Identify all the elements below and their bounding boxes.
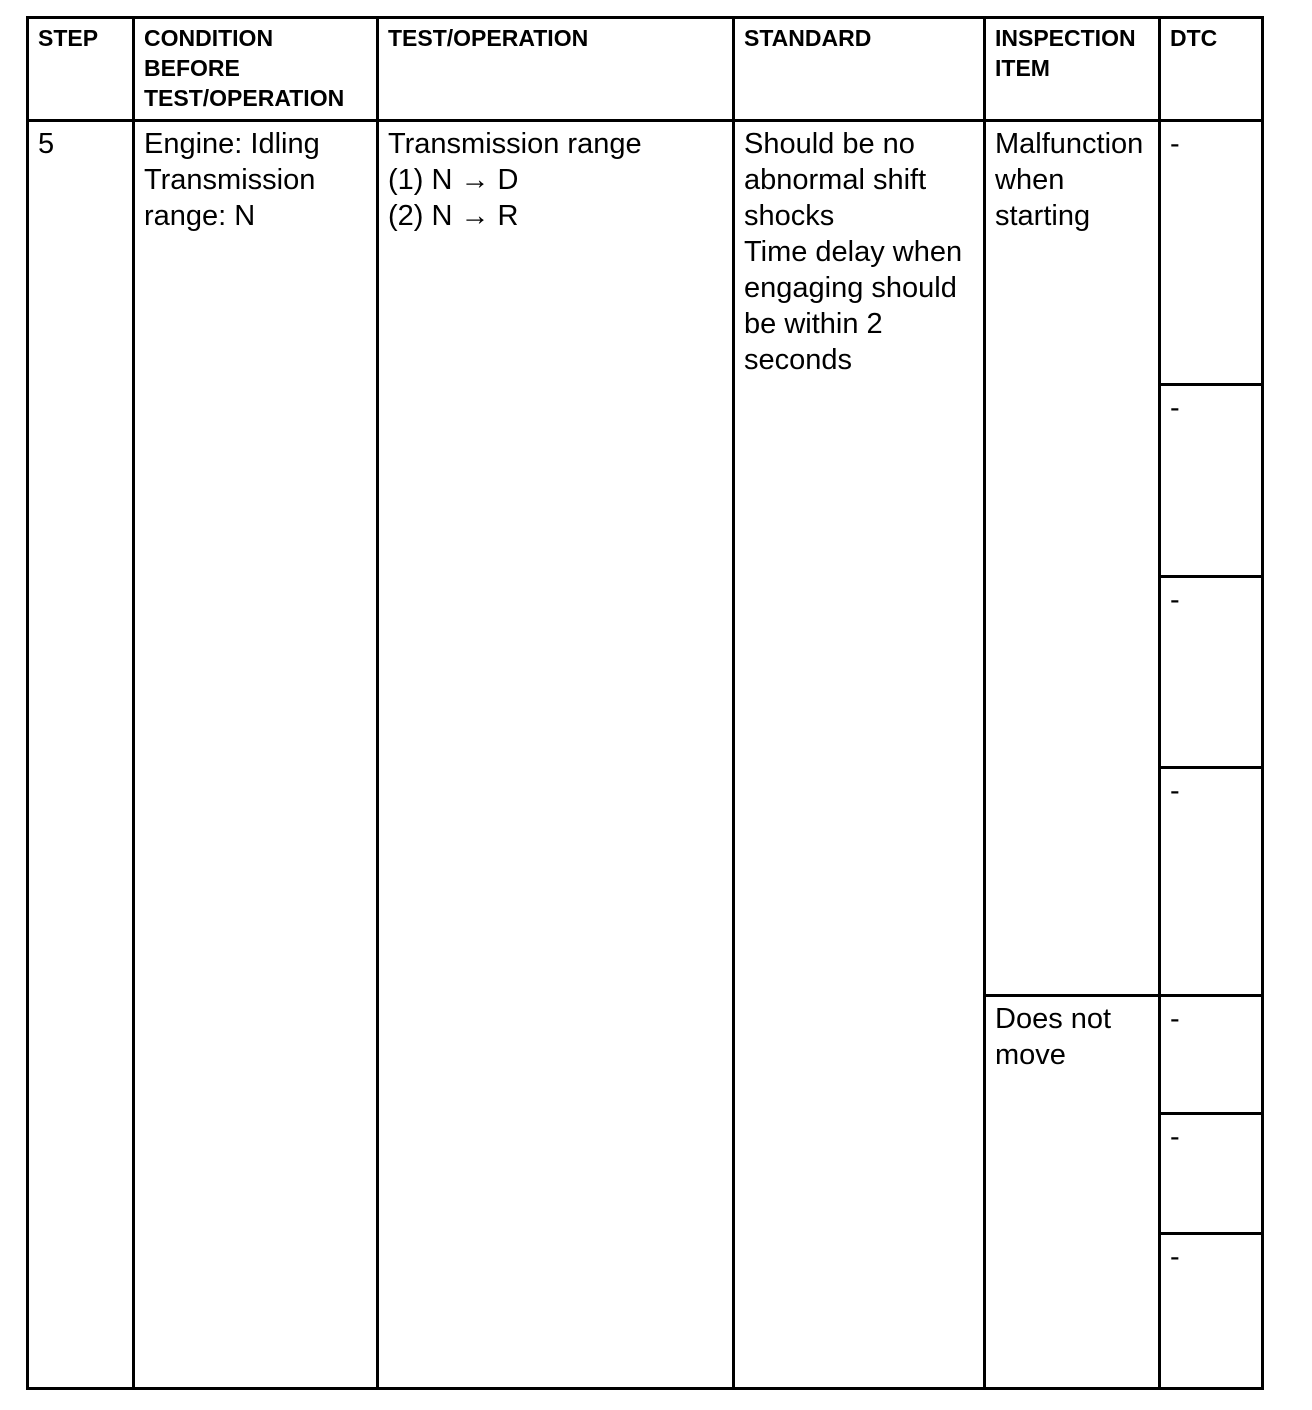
standard-line: seconds xyxy=(744,344,853,376)
standard-line: be within 2 xyxy=(744,308,883,340)
inspection-table xyxy=(26,16,1264,1390)
test-line: (1) N → D xyxy=(388,164,519,196)
header-dtc: DTC xyxy=(1160,18,1263,121)
inspection-line: when xyxy=(995,164,1065,196)
condition-line: range: N xyxy=(144,200,256,232)
header-standard: STANDARD xyxy=(734,18,985,121)
standard-line: Time delay when xyxy=(744,236,963,268)
cell-inspection-malfunction xyxy=(985,121,1160,996)
cell-step: 5 xyxy=(28,121,134,1389)
standard-line: abnormal shift xyxy=(744,164,927,196)
header-condition-line: TEST/OPERATION xyxy=(144,85,345,111)
cell-dtc: - xyxy=(1160,385,1263,577)
table-row xyxy=(28,121,1263,385)
header-inspection-item xyxy=(985,18,1160,121)
header-inspection-line: INSPECTION xyxy=(995,25,1136,51)
standard-line: Should be no xyxy=(744,128,915,160)
standard-line: shocks xyxy=(744,200,835,232)
condition-line: Transmission xyxy=(144,164,316,196)
cell-condition xyxy=(134,121,378,1389)
inspection-line: Malfunction xyxy=(995,128,1144,160)
cell-dtc: - xyxy=(1160,121,1263,385)
test-line: (2) N → R xyxy=(388,200,519,232)
condition-line: Engine: Idling xyxy=(144,128,320,160)
header-condition-line: CONDITION xyxy=(144,25,274,51)
cell-dtc: - xyxy=(1160,996,1263,1114)
header-step: STEP xyxy=(28,18,134,121)
cell-test-operation xyxy=(378,121,734,1389)
header-test-operation: TEST/OPERATION xyxy=(378,18,734,121)
header-inspection-line: ITEM xyxy=(995,55,1050,81)
cell-dtc: - xyxy=(1160,768,1263,996)
cell-standard xyxy=(734,121,985,1389)
header-condition-line: BEFORE xyxy=(144,55,240,81)
cell-dtc: - xyxy=(1160,1114,1263,1234)
cell-dtc: - xyxy=(1160,577,1263,768)
header-row xyxy=(28,18,1263,121)
inspection-line: Does not xyxy=(995,1003,1112,1035)
inspection-line: starting xyxy=(995,200,1091,232)
standard-line: engaging should xyxy=(744,272,957,304)
inspection-line: move xyxy=(995,1039,1066,1071)
cell-inspection-does-not-move xyxy=(985,996,1160,1389)
header-condition xyxy=(134,18,378,121)
test-line: Transmission range xyxy=(388,128,642,160)
cell-dtc: - xyxy=(1160,1234,1263,1389)
